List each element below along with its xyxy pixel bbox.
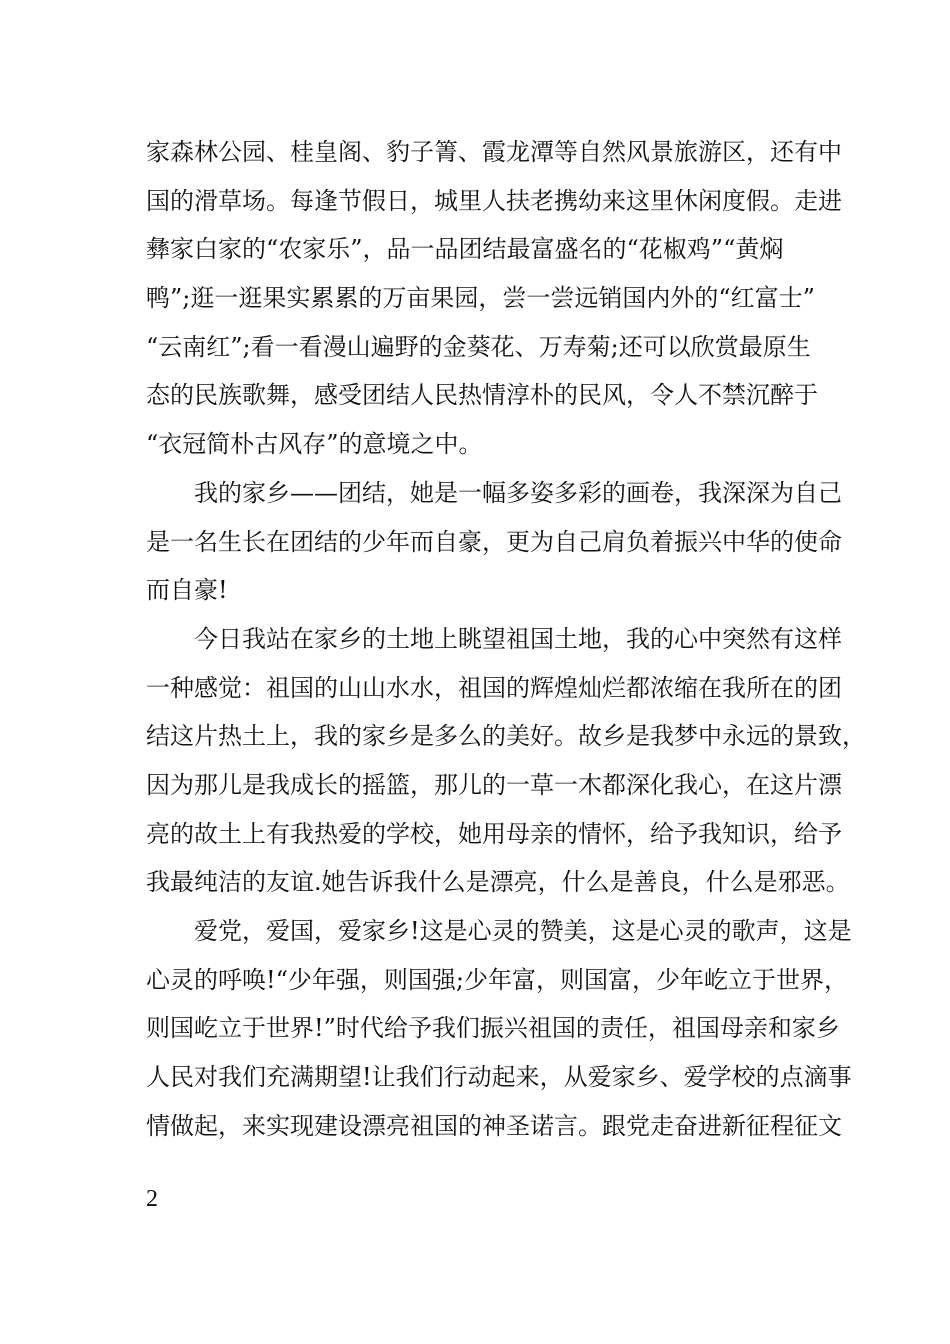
text-line: 情做起，来实现建设漂亮祖国的神圣诺言。跟党走奋进新征程征文 bbox=[146, 1111, 842, 1140]
text-line: 是一名生长在团结的少年而自豪，更为自己肩负着振兴中华的使命 bbox=[146, 527, 842, 556]
text-line: 而自豪! bbox=[146, 576, 228, 605]
text-line: 我最纯洁的友谊.她告诉我什么是漂亮，什么是善良，什么是邪恶。 bbox=[146, 868, 850, 897]
text-line: 国的滑草场。每逢节假日，城里人扶老携幼来这里休闲度假。走进 bbox=[146, 186, 842, 215]
text-line: 家森林公园、桂皇阁、豹子箐、霞龙潭等自然风景旅游区，还有中 bbox=[146, 138, 842, 166]
page-number: 2 bbox=[146, 1186, 158, 1212]
paragraph-start-line: 今日我站在家乡的土地上眺望祖国土地，我的心中突然有这样 bbox=[194, 624, 842, 653]
paragraph-start-line: 我的家乡——团结，她是一幅多姿多彩的画卷，我深深为自己 bbox=[194, 478, 842, 507]
text-line: “云南红”;看一看漫山遍野的金葵花、万寿菊;还可以欣赏最原生 bbox=[146, 332, 811, 361]
text-line: 因为那儿是我成长的摇篮，那儿的一草一木都深化我心，在这片漂 bbox=[146, 770, 842, 799]
text-line: 人民对我们充满期望!让我们行动起来，从爱家乡、爱学校的点滴事 bbox=[146, 1063, 852, 1092]
paragraph-start-line: 爱党，爱国，爱家乡!这是心灵的赞美，这是心灵的歌声，这是 bbox=[194, 917, 852, 945]
text-line: 态的民族歌舞，感受团结人民热情淳朴的民风，令人不禁沉醉于 bbox=[146, 381, 818, 410]
text-line: 心灵的呼唤!“少年强，则国强;少年富，则国富，少年屹立于世界， bbox=[146, 965, 848, 994]
text-line: 亮的故土上有我热爱的学校，她用母亲的情怀，给予我知识，给予 bbox=[146, 819, 842, 848]
text-line: “衣冠简朴古风存”的意境之中。 bbox=[146, 430, 483, 459]
body-text bbox=[146, 128, 866, 1150]
text-line: 彝家白家的“农家乐”，品一品团结最富盛名的“花椒鸡”“黄焖 bbox=[146, 235, 784, 264]
text-line: 一种感觉：祖国的山山水水，祖国的辉煌灿烂都浓缩在我所在的团 bbox=[146, 673, 842, 702]
text-line: 则国屹立于世界!”时代给予我们振兴祖国的责任，祖国母亲和家乡 bbox=[146, 1014, 840, 1043]
text-line: 结这片热土上，我的家乡是多么的美好。故乡是我梦中永远的景致， bbox=[146, 722, 866, 751]
text-line: 鸭”;逛一逛果实累累的万亩果园，尝一尝远销国内外的“红富士” bbox=[146, 284, 815, 313]
